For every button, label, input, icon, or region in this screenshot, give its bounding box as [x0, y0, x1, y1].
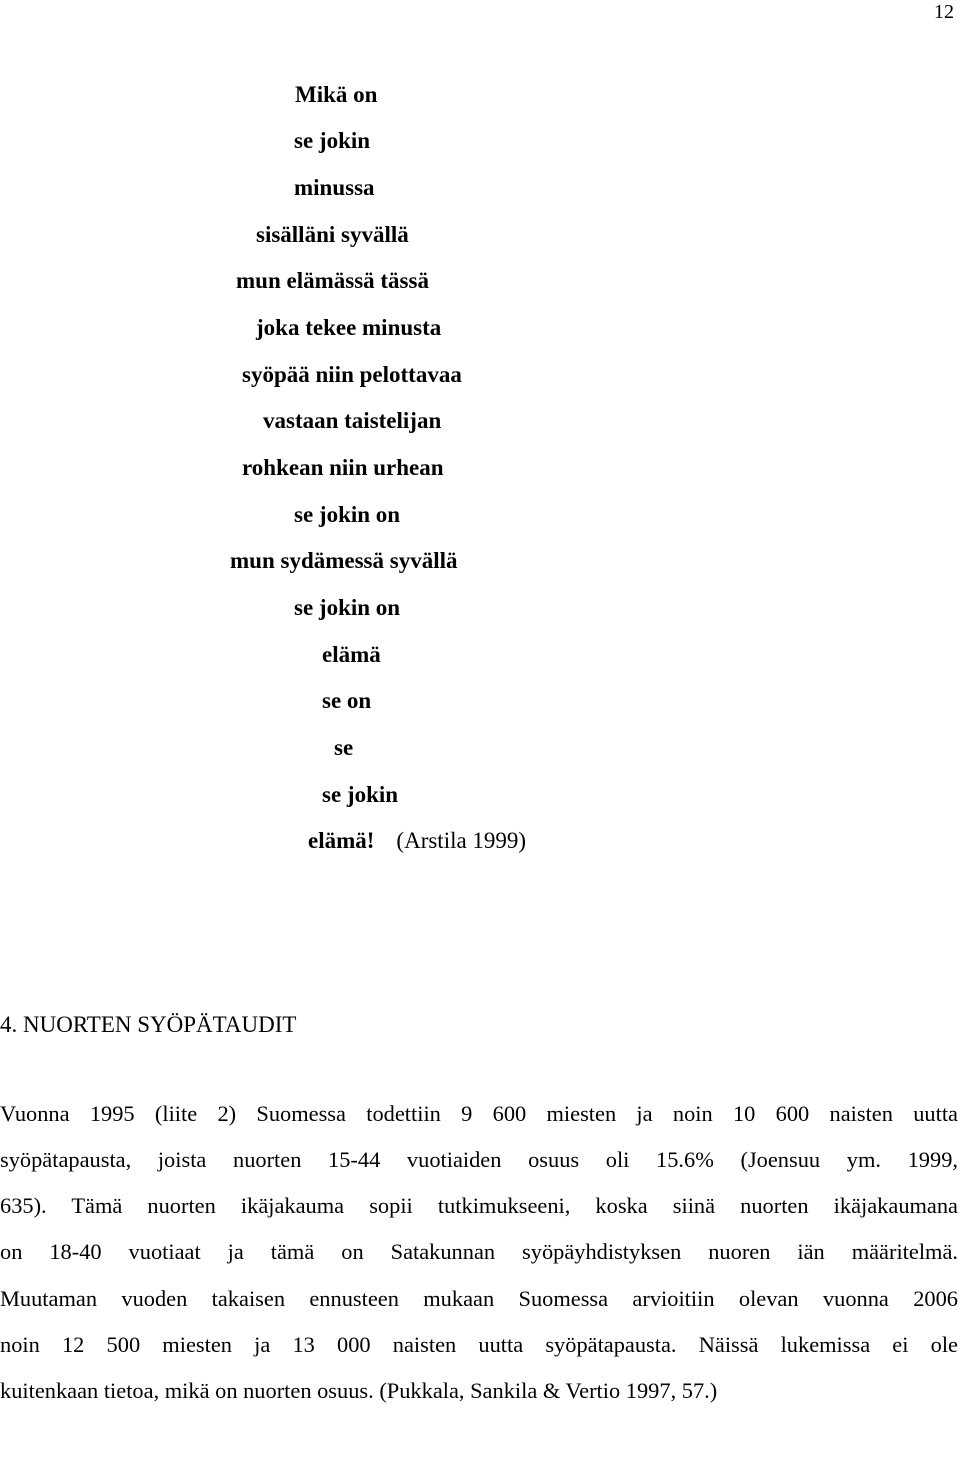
paragraph-line: on 18-40 vuotiaat ja tämä on Satakunnan syöpäyhdistyksen nuoren iän määritelmä. — [0, 1239, 958, 1264]
poem-line: minussa — [294, 175, 375, 200]
section-heading: 4. NUORTEN SYÖPÄTAUDIT — [0, 1012, 297, 1037]
poem-line: se on — [322, 688, 372, 713]
poem-line: elämä! — [308, 828, 375, 853]
poem-line: mun elämässä tässä — [236, 268, 429, 293]
poem-line: vastaan taistelijan — [263, 408, 442, 433]
paragraph-line: Muutaman vuoden takaisen ennusteen mukaan Suomessa arvioitiin olevan vuonna 2006 — [0, 1286, 958, 1311]
poem-line: se jokin — [294, 128, 371, 153]
paragraph-line: noin 12 500 miesten ja 13 000 naisten uutta syöpätapausta. Näissä lukemissa ei ole — [0, 1332, 958, 1357]
poem-line: Mikä on — [295, 82, 378, 107]
poem-line: mun sydämessä syvällä — [230, 548, 458, 573]
paragraph-line: syöpätapausta, joista nuorten 15-44 vuotiaiden osuus oli 15.6% (Joensuu ym. 1999, — [0, 1147, 958, 1172]
paragraph-line: kuitenkaan tietoa, mikä on nuorten osuus. (Pukkala, Sankila & Vertio 1997, 57.) — [0, 1378, 718, 1403]
poem-line: sisälläni syvällä — [256, 222, 409, 247]
poem-last-line — [308, 828, 526, 854]
poem-line: syöpää niin pelottavaa — [242, 362, 462, 387]
poem-line: se jokin on — [294, 502, 401, 527]
paragraph-line: 635). Tämä nuorten ikäjakauma sopii tutkimukseeni, koska siinä nuorten ikäjakaumana — [0, 1193, 958, 1218]
poem-citation: (Arstila 1999) — [396, 828, 527, 853]
poem-line: rohkean niin urhean — [242, 455, 444, 480]
poem-line: se jokin on — [294, 595, 401, 620]
poem-line: se jokin — [322, 782, 399, 807]
page-number: 12 — [934, 1, 954, 23]
poem-line: joka tekee minusta — [256, 315, 442, 340]
poem-line: se — [334, 735, 354, 760]
poem-line: elämä — [322, 642, 381, 667]
paragraph-line: Vuonna 1995 (liite 2) Suomessa todettiin 9 600 miesten ja noin 10 600 naisten uutta — [0, 1101, 958, 1126]
